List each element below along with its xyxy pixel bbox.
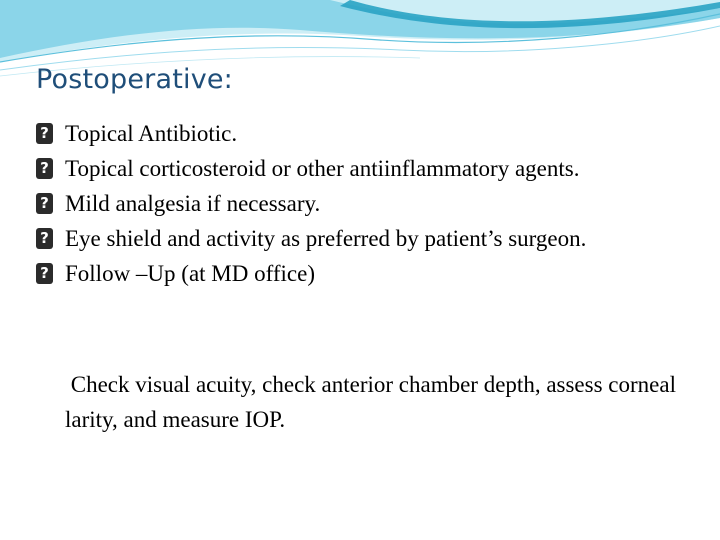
list-item-text: Mild analgesia if necessary.: [65, 191, 321, 216]
bullet-icon: ?: [36, 158, 53, 179]
list-item-text: Follow –Up (at MD office): [65, 261, 315, 286]
list-item-text: Topical corticosteroid or other antiinflammatory agents.: [65, 156, 580, 181]
bullet-icon: ?: [36, 123, 53, 144]
list-item: [36, 221, 686, 256]
list-item: [36, 116, 686, 151]
list-item: [36, 256, 686, 291]
follow-up-detail: Check visual acuity, check anterior chamber depth, assess corneal larity, and measure IOP.: [65, 372, 682, 432]
list-item-text: Topical Antibiotic.: [65, 121, 238, 146]
list-item: [36, 186, 686, 221]
slide-title: Postoperative:: [36, 64, 233, 95]
bullet-list: [36, 116, 686, 291]
bullet-icon: ?: [36, 228, 53, 249]
bullet-icon: ?: [36, 193, 53, 214]
list-item-text: Eye shield and activity as preferred by patient’s surgeon.: [65, 226, 587, 251]
bullet-icon: ?: [36, 263, 53, 284]
list-item: [36, 151, 686, 186]
